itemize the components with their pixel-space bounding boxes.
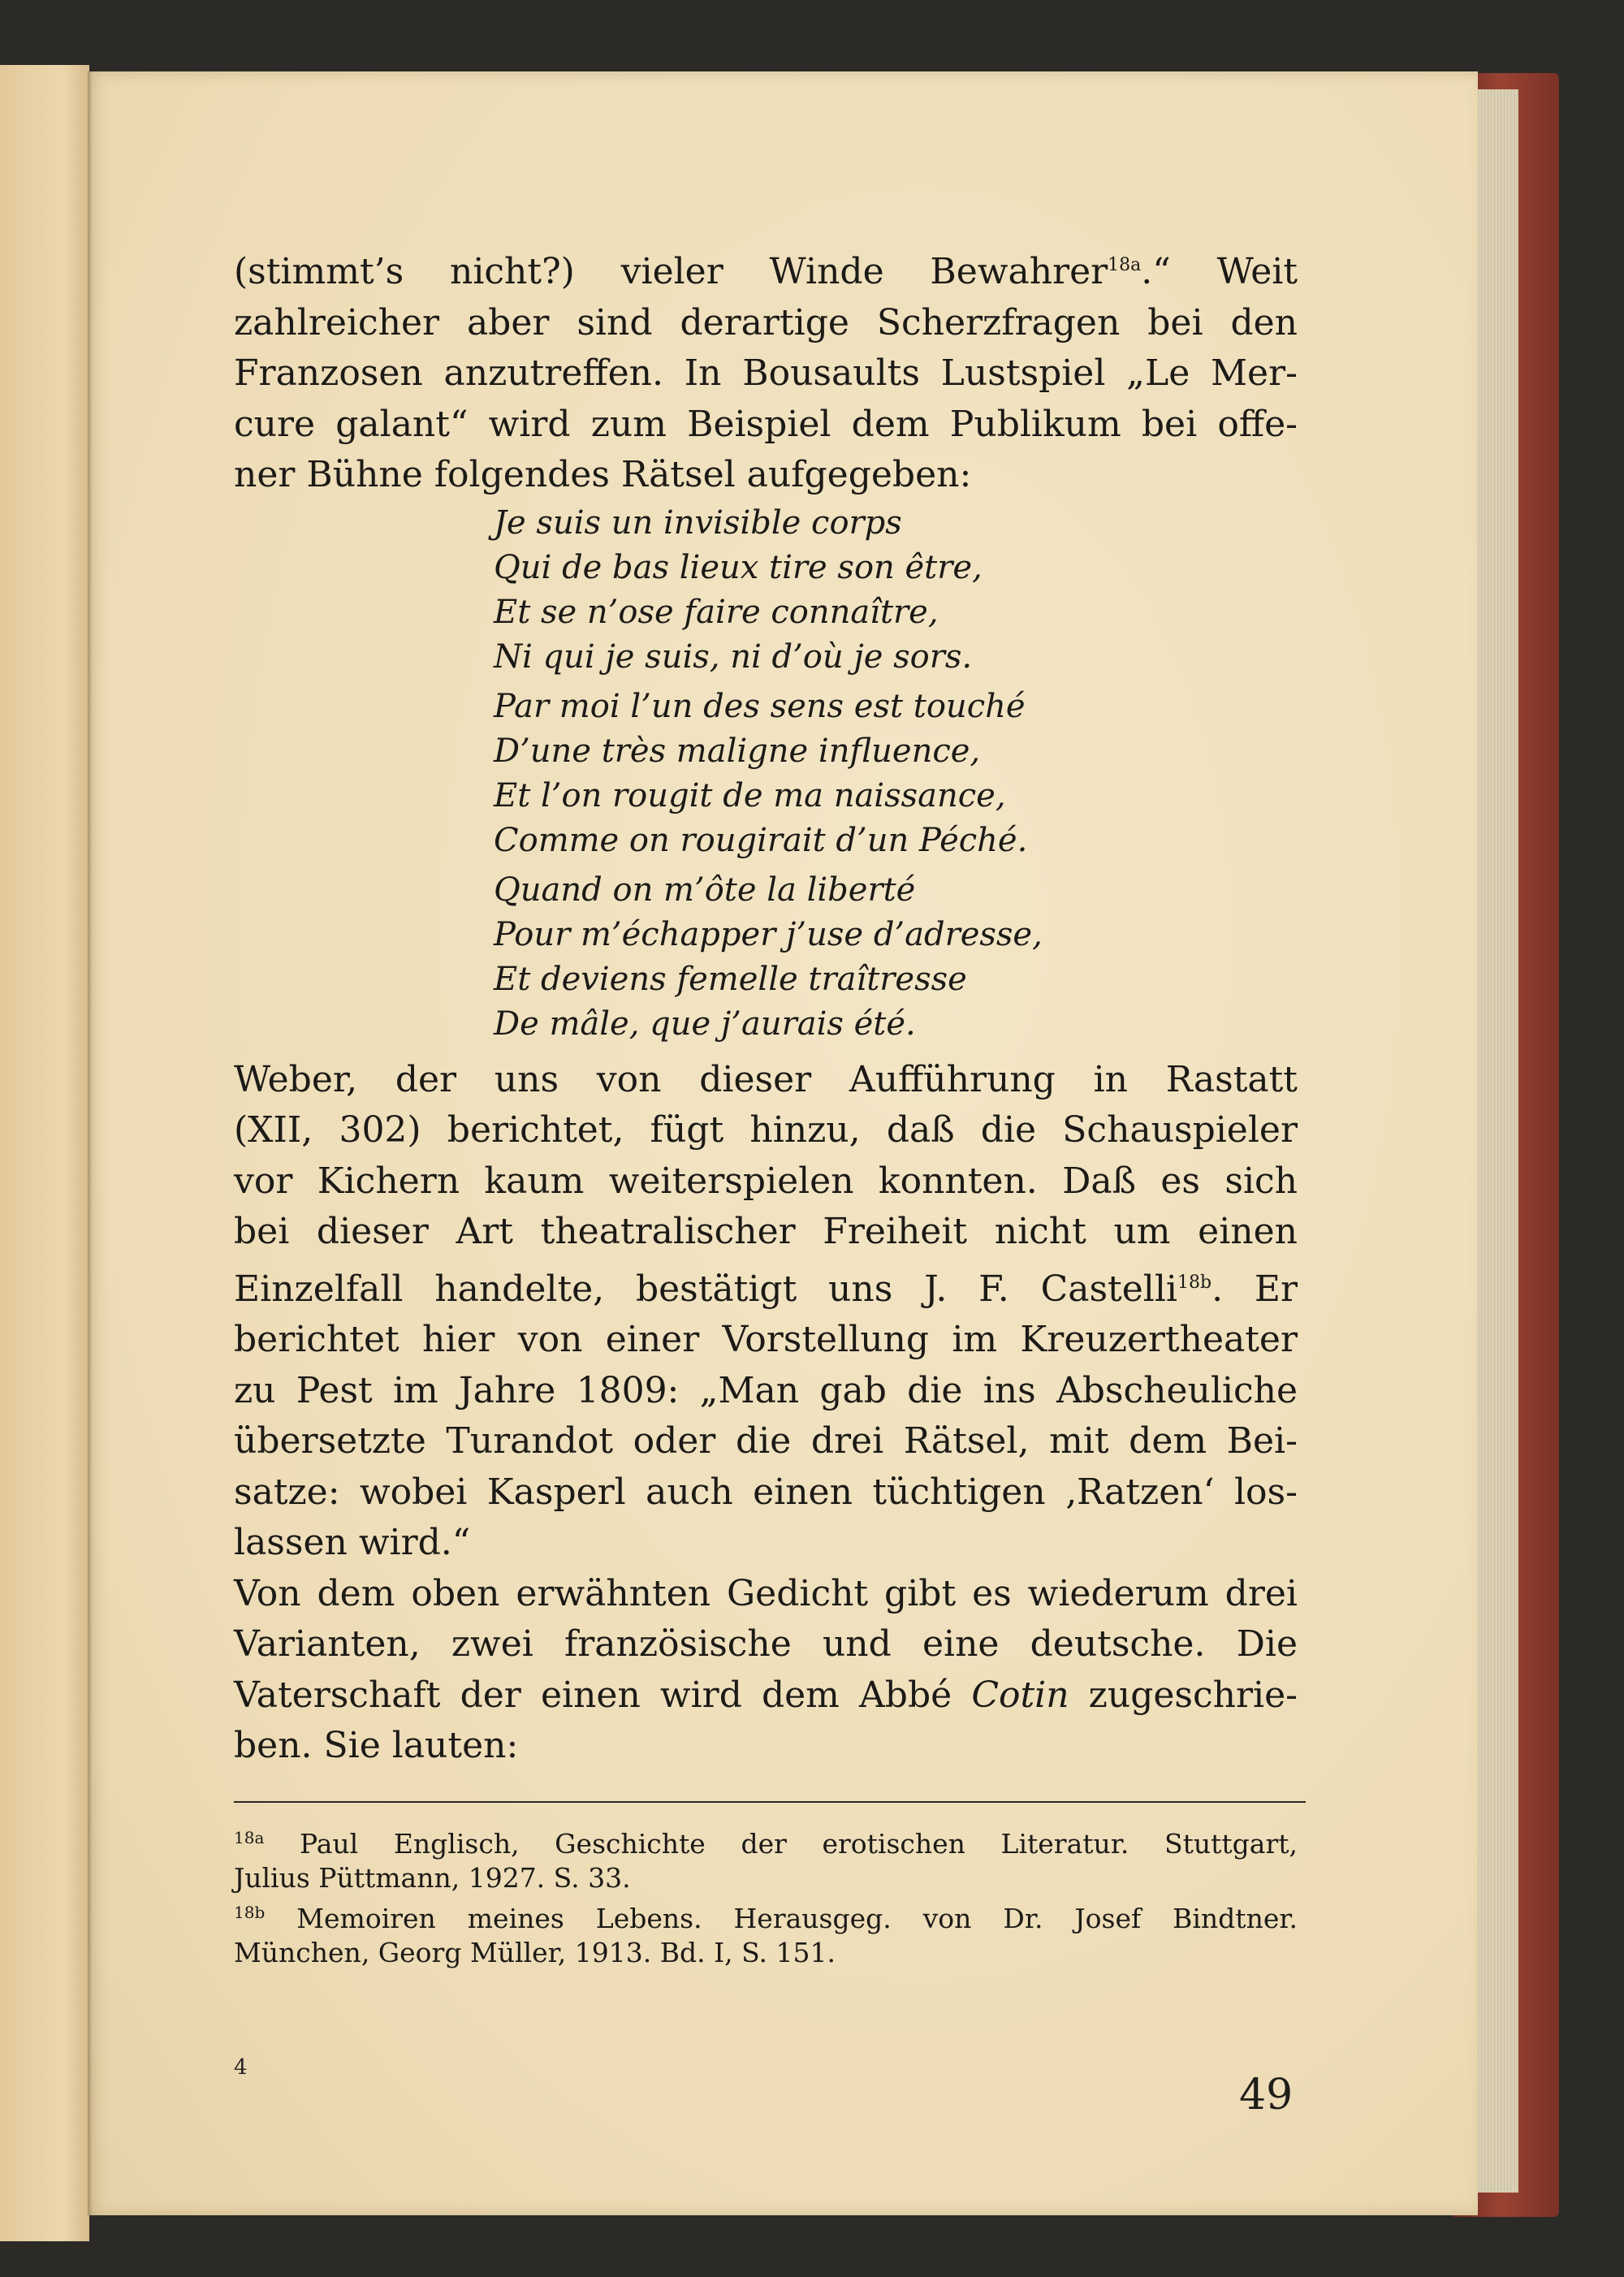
text-line: (stimmt’s nicht?) vieler Winde Bewahrer$^{18a}$.“ Weit [234, 251, 1298, 292]
text-line: vor Kichern kaum weiterspielen konnten. Daß es sich [234, 1160, 1298, 1202]
text-line: Varianten, zwei französische und eine deutsche. Die [234, 1623, 1298, 1665]
poem-line: D’une très maligne influence, [494, 732, 981, 770]
footnote-line: Julius Püttmann, 1927. S. 33. [234, 1861, 631, 1894]
poem-line: Et l’on rougit de ma naissance, [494, 776, 1006, 814]
page-text [234, 240, 1298, 1970]
text-line: bei dieser Art theatralischer Freiheit nicht um einen [234, 1211, 1298, 1252]
author-name-cotin: Cotin [971, 1674, 1069, 1716]
poem-line: Et se n’ose faire connaître, [494, 593, 939, 631]
poem-line: Quand on m’ôte la liberté [494, 871, 916, 909]
text-line: (XII, 302) berichtet, fügt hinzu, daß die Schauspieler [234, 1109, 1298, 1151]
footnote-ref-18a[interactable]: 18a [1108, 255, 1142, 275]
text-line: lassen wird.“ [234, 1522, 471, 1563]
poem-stanza-3 [494, 868, 1298, 1047]
text-line: ner Bühne folgendes Rätsel aufgegeben: [234, 454, 972, 495]
text-line: ben. Sie lauten: [234, 1725, 519, 1766]
footnote-ref-18b[interactable]: 18b [1177, 1272, 1212, 1293]
text-line: Von dem oben erwähnten Gedicht gibt es wiederum drei [234, 1572, 1298, 1614]
text-line: Franzosen anzutreffen. In Bousaults Lustspiel „Le Mer- [234, 352, 1298, 394]
paragraph-2 [234, 1055, 1298, 1569]
poem-stanza-1 [494, 501, 1298, 680]
poem-line: Et deviens femelle traîtresse [494, 960, 967, 998]
footnotes [234, 1821, 1298, 1970]
footnote-mark: 18b [234, 1902, 266, 1922]
gutter-shadow [88, 71, 93, 2215]
text-line: berichtet hier von einer Vorstellung im Kreuzertheater [234, 1319, 1298, 1360]
footnote-divider [234, 1801, 1306, 1803]
footnote-line: München, Georg Müller, 1913. Bd. I, S. 151. [234, 1936, 836, 1968]
book-page [88, 71, 1478, 2215]
text-line: satze: wobei Kasperl auch einen tüchtigen ‚Ratzen‘ los- [234, 1471, 1298, 1513]
footnote-mark: 18a [234, 1827, 265, 1847]
poem-line: Ni qui je suis, ni d’où je sors. [494, 637, 973, 676]
footnote-18a [234, 1821, 1298, 1895]
text-line: zahlreicher aber sind derartige Scherzfragen bei den [234, 301, 1298, 343]
text-line: Einzelfall handelte, bestätigt uns J. F. Castelli$^{18b}$. Er [234, 1268, 1298, 1310]
poem-line: Par moi l’un des sens est touché [494, 687, 1026, 725]
footnote-18b [234, 1895, 1298, 1970]
signature-mark: 4 [234, 2055, 248, 2080]
text-line: Weber, der uns von dieser Aufführung in Rastatt [234, 1058, 1298, 1100]
text-line: zu Pest im Jahre 1809: „Man gab die ins Abscheuliche [234, 1369, 1298, 1411]
paragraph-3 [234, 1569, 1298, 1772]
poem-line: Je suis un invisible corps [494, 503, 902, 542]
poem-line: De mâle, que j’aurais été. [494, 1005, 916, 1043]
footnote-line: $^{18b}$ Memoiren meines Lebens. Herausgeg. von Dr. Josef Bindtner. [234, 1902, 1298, 1934]
text-line: übersetzte Turandot oder die drei Rätsel, mit dem Bei- [234, 1420, 1298, 1462]
footnote-line: $^{18a}$ Paul Englisch, Geschichte der erotischen Literatur. Stuttgart, [234, 1827, 1298, 1860]
facing-page-edge [0, 65, 89, 2241]
poem-line: Comme on rougirait d’un Péché. [494, 821, 1028, 859]
poem-stanza-2 [494, 685, 1298, 863]
page-number: 49 [1239, 2071, 1294, 2119]
poem [494, 501, 1298, 1047]
text-line: Vaterschaft der einen wird dem Abbé Cotin zugeschrie- [234, 1674, 1298, 1716]
poem-line: Qui de bas lieux tire son être, [494, 548, 983, 586]
page-block-edge [1474, 89, 1518, 2193]
text-line: cure galant“ wird zum Beispiel dem Publikum bei offe- [234, 403, 1298, 445]
paragraph-1 [234, 240, 1298, 501]
poem-line: Pour m’échapper j’use d’adresse, [494, 915, 1043, 953]
